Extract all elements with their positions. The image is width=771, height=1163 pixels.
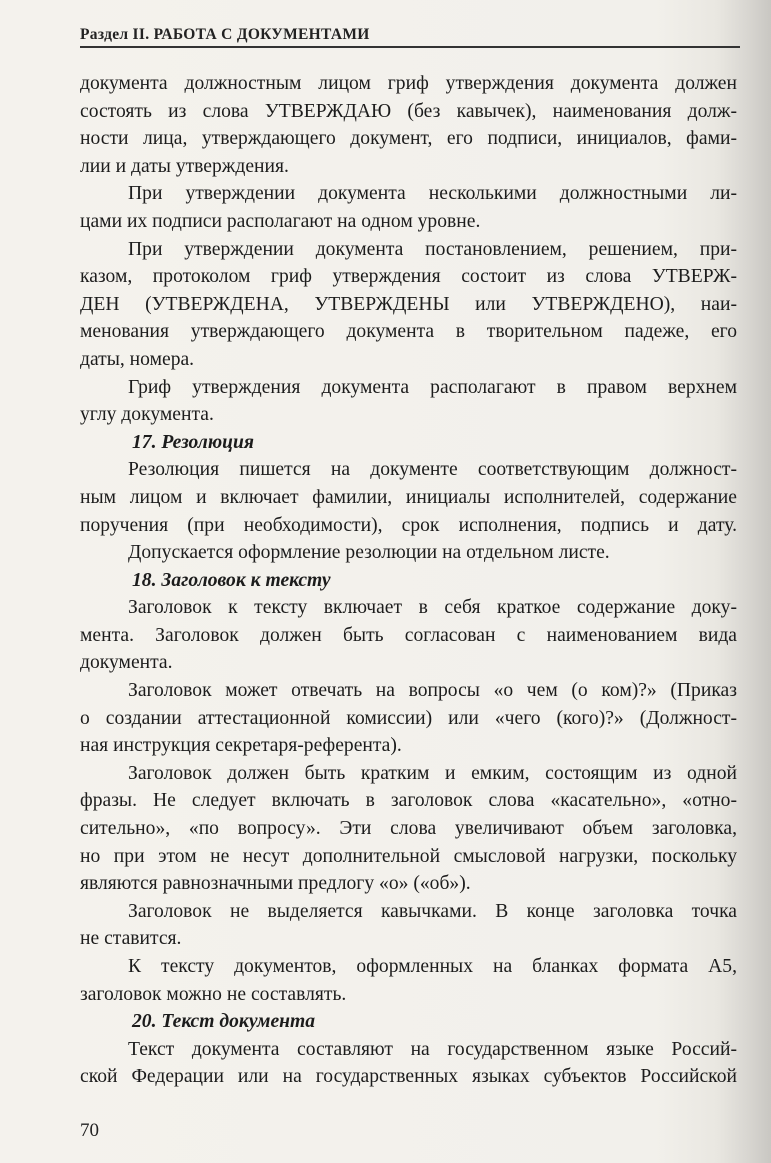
paragraph-first-line: Заголовок к тексту включает в себя краткое содержание доку- bbox=[128, 597, 737, 619]
text-line: ности лица, утверждающего документ, его подписи, инициалов, фами- bbox=[80, 128, 737, 150]
paragraph-first-line: При утверждении документа несколькими должностными ли- bbox=[128, 183, 737, 205]
section-heading: 20. Текст документа bbox=[132, 1011, 316, 1033]
text-line: менования утверждающего документа в творительном падеже, его bbox=[80, 321, 737, 343]
page-number: 70 bbox=[80, 1120, 99, 1141]
text-line: состоять из слова УТВЕРЖДАЮ (без кавычек), наименования долж- bbox=[80, 100, 737, 122]
paragraph-first-line: Заголовок должен быть кратким и емким, состоящим из одной bbox=[128, 762, 737, 784]
section-heading: 17. Резолюция bbox=[132, 431, 255, 453]
paragraph-last-line: ная инструкция секретаря-референта). bbox=[80, 735, 402, 757]
paragraph-first-line: Заголовок не выделяется кавычками. В конце заголовка точка bbox=[128, 900, 737, 922]
paragraph-first-line: При утверждении документа постановлением, решением, при- bbox=[128, 238, 737, 260]
paragraph-single-line: Допускается оформление резолюции на отдельном листе. bbox=[128, 542, 610, 564]
paragraph-last-line: документа. bbox=[80, 652, 173, 674]
paragraph-first-line: Заголовок может отвечать на вопросы «о чем (о ком)?» (Приказ bbox=[128, 680, 737, 702]
paragraph-last-line: лии и даты утверждения. bbox=[80, 155, 289, 177]
paragraph-last-line: цами их подписи располагают на одном уровне. bbox=[80, 210, 481, 232]
paragraph-last-line: являются равнозначными предлогу «о» («об»). bbox=[80, 873, 471, 895]
text-line: ской Федерации или на государственных языках субъектов Российской bbox=[80, 1066, 737, 1088]
paragraph-last-line: заголовок можно не составлять. bbox=[80, 983, 347, 1005]
paragraph-first-line: Текст документа составляют на государственном языке Россий- bbox=[128, 1038, 737, 1060]
paragraph-last-line: углу документа. bbox=[80, 404, 214, 426]
text-line: документа должностным лицом гриф утверждения документа должен bbox=[80, 73, 737, 94]
page-body-text bbox=[80, 70, 737, 1091]
text-line: ным лицом и включает фамилии, инициалы исполнителей, содержание bbox=[80, 486, 737, 508]
running-head: Раздел II. РАБОТА С ДОКУМЕНТАМИ bbox=[80, 26, 370, 43]
header-rule bbox=[80, 46, 740, 48]
paragraph-last-line: даты, номера. bbox=[80, 348, 195, 370]
paragraph-first-line: Гриф утверждения документа располагают в правом верхнем bbox=[128, 376, 737, 398]
section-heading: 18. Заголовок к тексту bbox=[132, 569, 331, 591]
text-line: казом, протоколом гриф утверждения состоит из слова УТВЕРЖ- bbox=[80, 266, 737, 288]
text-line: о создании аттестационной комиссии) или «чего (кого)?» (Должност- bbox=[80, 707, 737, 729]
paragraph-first-line: К тексту документов, оформленных на бланках формата А5, bbox=[128, 956, 737, 977]
paragraph-first-line: Резолюция пишется на документе соответствующим должност- bbox=[128, 459, 737, 481]
text-line: но при этом не несут дополнительной смысловой нагрузки, поскольку bbox=[80, 845, 737, 867]
text-line: мента. Заголовок должен быть согласован с наименованием вида bbox=[80, 624, 737, 646]
text-line: поручения (при необходимости), срок исполнения, подпись и дату. bbox=[80, 514, 737, 536]
text-line: фразы. Не следует включать в заголовок слова «касательно», «отно- bbox=[80, 790, 737, 812]
text-line: ДЕН (УТВЕРЖДЕНА, УТВЕРЖДЕНЫ или УТВЕРЖДЕНО), наи- bbox=[80, 293, 737, 315]
text-line: сительно», «по вопросу». Эти слова увеличивают объем заголовка, bbox=[80, 818, 737, 840]
paragraph-last-line: не ставится. bbox=[80, 928, 182, 950]
